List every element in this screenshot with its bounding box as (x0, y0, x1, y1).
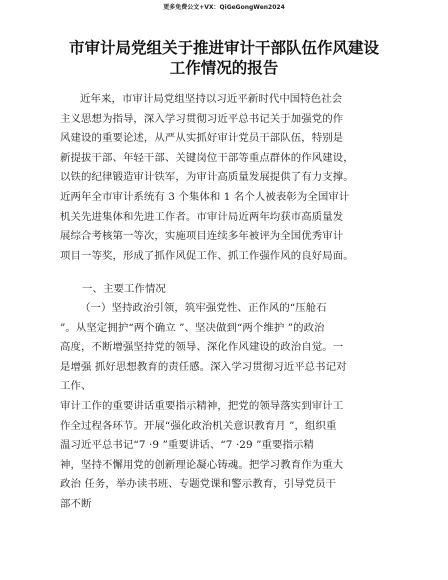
text-line: 温习近平总书记“7 ·9 ”重要讲话、“7 ·29 ”重要指示精 (60, 439, 314, 452)
text-line: 机关先进集体和先进工作者。市审计局近两年均获市高质量发 (60, 210, 344, 223)
text-line: 项目一等奖，形成了抓作风促工作、抓工作强作风的良好局面。 (60, 249, 354, 262)
text-line: 展综合考核第一等次，实施项目连续多年被评为全国优秀审计 (60, 230, 344, 243)
text-line: （一）坚持政治引领，筑牢强党性、正作风的“压舱石 (80, 302, 327, 314)
text-line: 主义思想为指导，深入学习贯彻习近平总书记关于加强党的作 (60, 112, 344, 125)
header-watermark: 更多免费公文+VX：QiGeGongWen2024 (163, 4, 285, 11)
text-line: 部不断 (60, 497, 92, 510)
text-line: 新提拔干部、年轻干部、关键岗位干部等重点群体的作风建设， (60, 151, 354, 164)
text-line: 近年来，市审计局党组坚持以习近平新时代中国特色社会 (80, 93, 343, 105)
text-line: 风建设的重要论述，从严从实抓好审计党员干部队伍，特别是 (60, 132, 344, 145)
section-heading: 一、主要工作情况 (82, 283, 166, 295)
text-line: ”。从坚定拥护“两个确立 ”、坚决做到“两个维护 ”的政治 (60, 321, 325, 334)
text-line: 是增强 抓好思想教育的责任感。深入学习贯彻习近平总书记对 (60, 360, 347, 373)
text-line: 工作、 (60, 380, 92, 393)
title-line: 工作情况的报告 (169, 59, 279, 77)
section-paragraph (60, 299, 400, 515)
text-line: 作全过程各环节。开展“强化政治机关意识教育月 ”，组织重 (60, 419, 337, 432)
text-line: 政治 任务，举办读书班、专题党课和警示教育，引导党员干 (60, 478, 337, 491)
text-line: 高度，不断增强坚持党的领导、深化作风建设的政治自觉。一 (60, 341, 344, 354)
text-line: 近两年全市审计系统有 3 个集体和 1 名个人被表彰为全国审计 (60, 190, 350, 203)
text-line: 神，坚持不懈用党的创新理论凝心铸魂。把学习教育作为重大 (60, 458, 344, 471)
text-line: 以铁的纪律锻造审计铁军，为审计高质量发展提供了有力支撑。 (60, 171, 354, 184)
title-line: 市审计局党组关于推进审计干部队伍作风建设 (68, 39, 379, 57)
text-line: 审计工作的重要讲话重要指示精神，把党的领导落实到审计工 (60, 399, 344, 412)
document-title (30, 38, 418, 78)
intro-paragraph (60, 90, 400, 266)
